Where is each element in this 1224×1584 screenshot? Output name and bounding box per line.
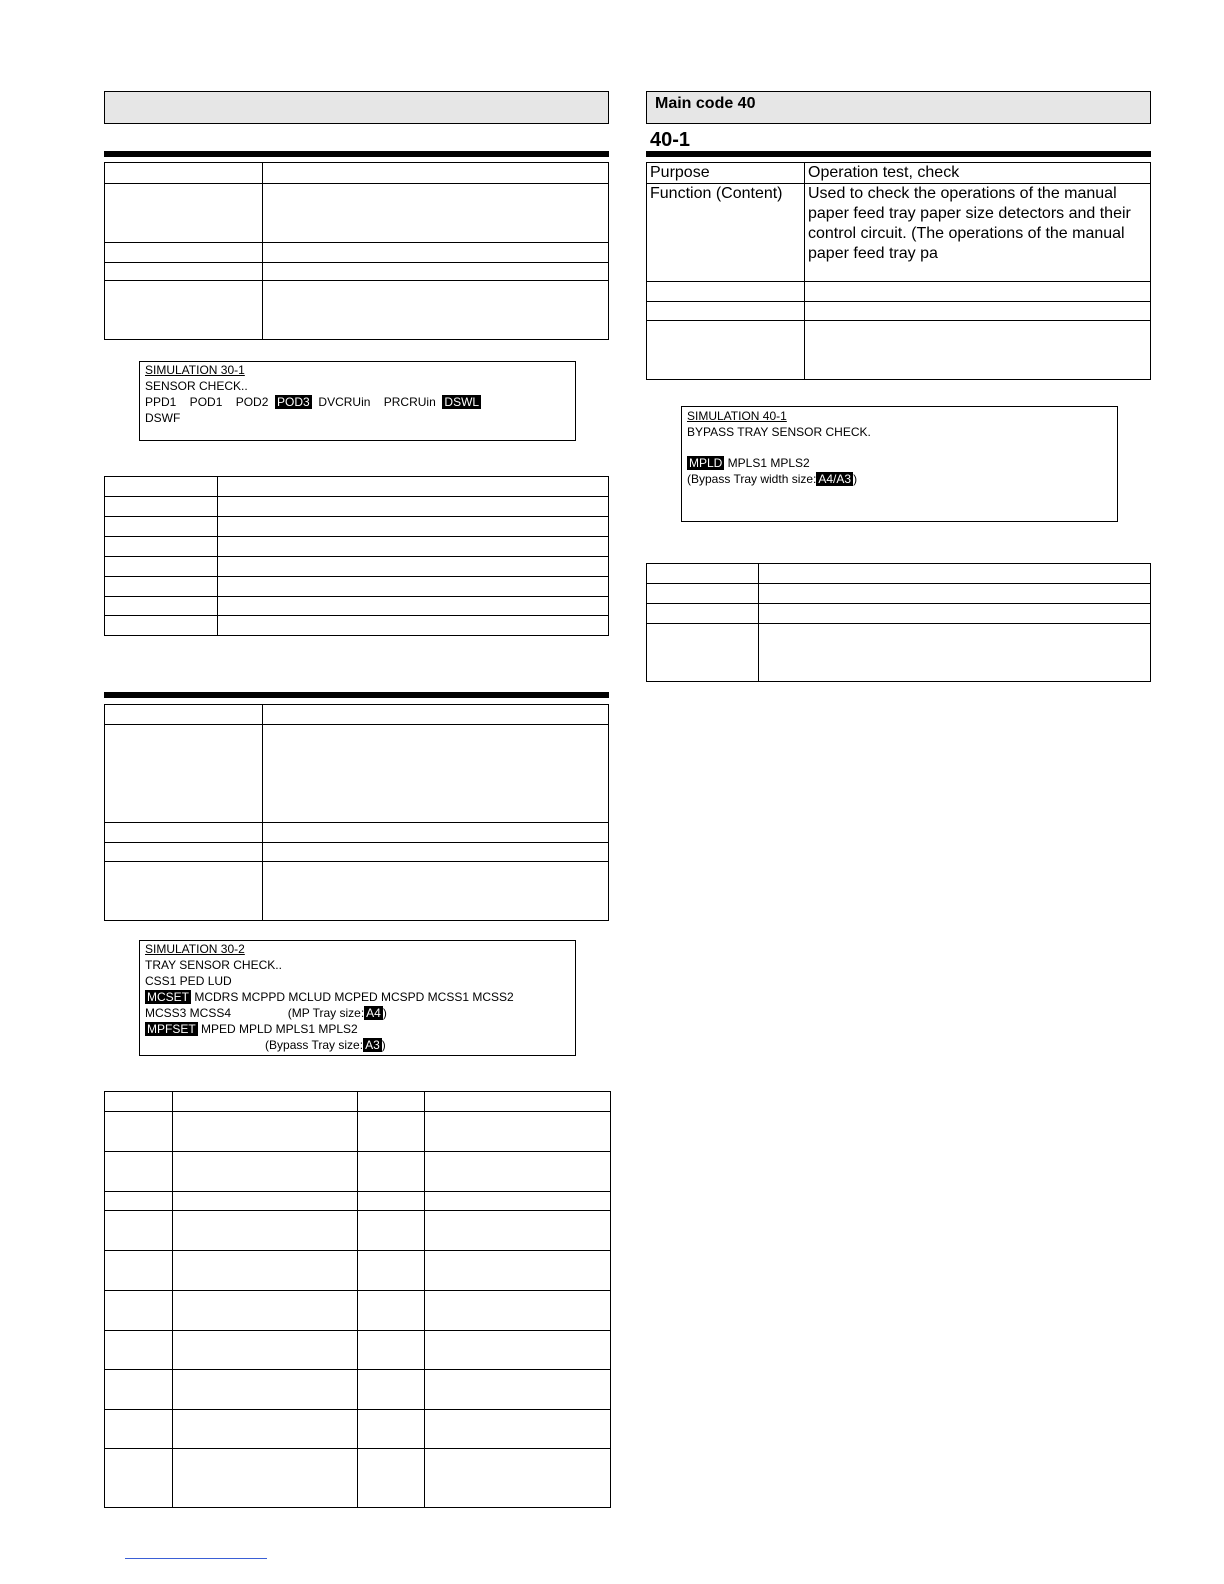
left-table-1: [104, 162, 609, 340]
sim-30-2-line1: TRAY SENSOR CHECK..: [145, 958, 282, 972]
sim-30-1-line3: DSWF: [145, 411, 181, 425]
purpose-label: Purpose: [647, 163, 805, 184]
left-rule-2: [104, 692, 609, 698]
sim-40-1-title: SIMULATION 40-1: [687, 409, 787, 423]
sim-40-1-line1: BYPASS TRAY SENSOR CHECK.: [687, 425, 871, 439]
left-table-3: [104, 704, 609, 921]
highlight-mpld: MPLD: [689, 456, 723, 470]
right-header-box: [646, 91, 1151, 124]
sim-30-1-box: SIMULATION 30-1 SENSOR CHECK.. PPD1 POD1 POD2 POD3 DVCRUin PRCRUin DSWL DSWF: [139, 361, 576, 441]
left-rule-1: [104, 151, 609, 157]
sim-30-1-title: SIMULATION 30-1: [145, 363, 245, 377]
sim-30-2-title: SIMULATION 30-2: [145, 942, 245, 956]
highlight-dswl: DSWL: [444, 395, 480, 409]
sim-40-1-box: SIMULATION 40-1 BYPASS TRAY SENSOR CHECK. MPLD MPLS1 MPLS2 (Bypass Tray width size: A4/A3 ): [681, 406, 1118, 522]
sim-30-1-line1: SENSOR CHECK..: [145, 379, 248, 393]
sim-30-2-line2: CSS1 PED LUD: [145, 974, 232, 988]
highlight-a4: A4: [366, 1006, 381, 1020]
section-title-40-1: 40-1: [650, 129, 691, 151]
footer-link-underline[interactable]: [125, 1558, 267, 1559]
left-table-4: [104, 1091, 611, 1508]
right-table-1: [646, 162, 1151, 380]
right-table-2: [646, 563, 1151, 682]
left-table-2: [104, 476, 609, 636]
function-label: Function (Content): [647, 184, 805, 282]
main-code-header: Main code 40: [655, 95, 756, 112]
purpose-value: Operation test, check: [805, 163, 1151, 184]
highlight-mcset: MCSET: [147, 990, 189, 1004]
highlight-mpfset: MPFSET: [147, 1022, 196, 1036]
sim-30-2-box: SIMULATION 30-2 TRAY SENSOR CHECK.. CSS1 PED LUD MCSET MCDRS MCPPD MCLUD MCPED MCSPD MCSS1 MCSS2 MCSS3 MCSS4 (MP Tray size: A4 ) MPFSET MPED MPLD MPLS1 MPLS2 (Bypass Tray size: A3 ): [139, 940, 576, 1056]
left-header-box: [104, 91, 609, 124]
right-rule-1: [646, 151, 1151, 157]
function-value: Used to check the operations of the manual paper feed tray paper size detectors and their control circuit. (The operations of the manual paper feed tray pa: [805, 184, 1151, 282]
highlight-a3: A3: [365, 1038, 380, 1052]
highlight-a4-a3: A4/A3: [818, 472, 852, 486]
highlight-pod3: POD3: [277, 395, 310, 409]
